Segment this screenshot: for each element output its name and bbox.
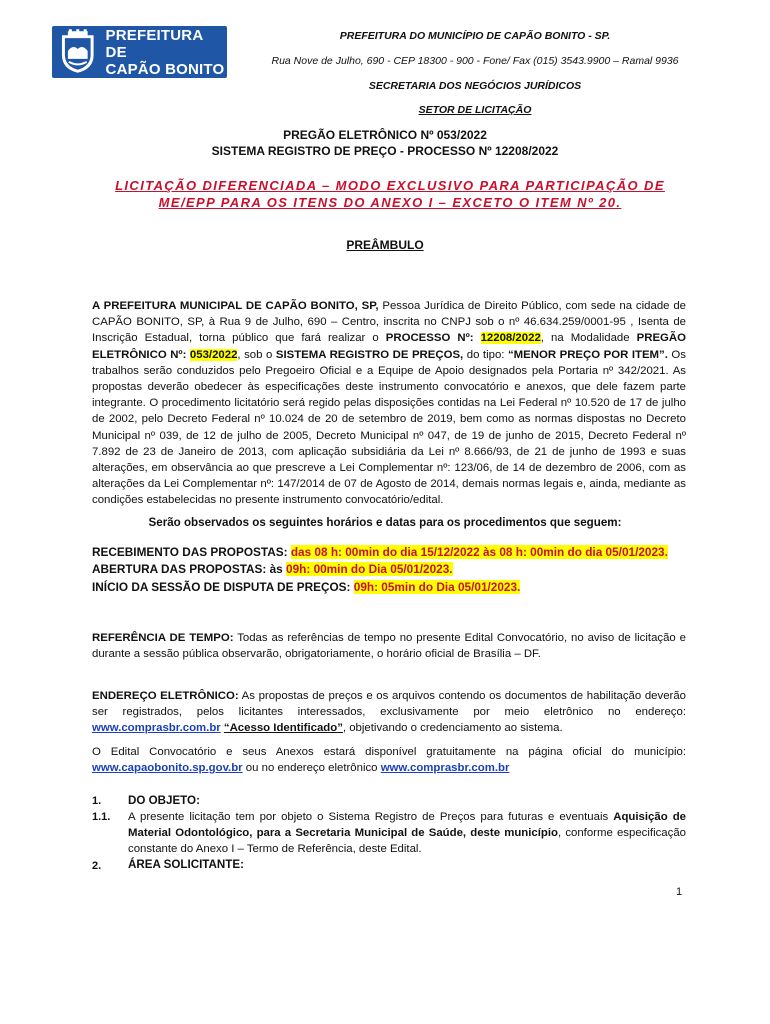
header-secretaria: SECRETARIA DOS NEGÓCIOS JURÍDICOS [368, 80, 582, 92]
recebimento-value: das 08 h: 00min do dia 15/12/2022 às 08 h: 00min do dia 05/01/2023. [290, 545, 668, 559]
acesso-identificado: “Acesso Identificado” [223, 722, 343, 735]
objeto-bold: Aquisição de Material Odontológico, para a Secretaria Municipal de Saúde, deste município [128, 811, 686, 840]
logo-line1: PREFEITURA DE [105, 26, 203, 61]
section-2-title: ÁREA SOLICITANTE: [128, 858, 244, 871]
city-logo [52, 26, 227, 78]
header-municipality: PREFEITURA DO MUNICÍPIO DE CAPÃO BONITO - SP. [339, 30, 611, 42]
abertura-value: 09h: 00min do Dia 05/01/2023. [286, 562, 453, 576]
objeto-text-2: , conforme especificação constante do Anexo I – Termo de Referência, deste Edital. [128, 827, 686, 856]
comprasbr-link[interactable]: www.comprasbr.com.br [92, 722, 221, 735]
inicio-value: 09h: 05min do Dia 05/01/2023. [353, 580, 521, 594]
abertura-label: ABERTURA DAS PROPOSTAS: às [92, 562, 283, 576]
endereco-paragraph [92, 688, 686, 737]
processo-label: PROCESSO Nº: [385, 332, 474, 345]
intro-text-5: Os trabalhos serão conduzidos pelo Pregoeiro Oficial e a Equipe de Apoio designados pela Portaria nº 342/2021. As propostas deverão obedecer às especificações deste instrumento convocatório e anexos, que dele fazem parte integrante. O procedimento licitatório será regido pelas disposições contidas na Lei Federal nº 10.520 de 17 de julho de 2002, pelo Decreto Federal nº 10.024 de 20 de setembro de 2019, bem como as normas dispostas no Decreto Municipal nº 039, de 12 de julho de 2005, Decreto Municipal nº 047, de 19 de junho de 2015, Decreto Federal nº 7.892 de 23 de Janeiro de 2013, com aplicação subsidiária da Lei nº 8.666/93, de 21 de junho de 1993 e suas alterações, em observância ao que prescreve a Lei Complementar nº: 123/06, de 14 de dezembro de 2006, com as alterações da Lei Complementar nº: 147/2014 de 07 de Agosto de 2014, demais normas legais e, ainda, mediante as condições estabelecidas no presente instrumento convocatório/edital. [92, 348, 686, 507]
intro-text-4: do tipo: [463, 348, 508, 361]
coat-of-arms-icon [58, 29, 98, 75]
endereco-text-1: As propostas de preços e os arquivos contendo os documentos de habilitação deverão ser registrados, pelos licitantes interessados, exclusivamente por meio eletrônico no endereço: [92, 690, 687, 719]
inicio-label: INÍCIO DA SESSÃO DE DISPUTA DE PREÇOS: [92, 580, 351, 594]
comprasbr-link-2[interactable]: www.comprasbr.com.br [380, 762, 510, 775]
intro-paragraph [92, 298, 686, 509]
header-address: Rua Nove de Julho, 690 - CEP 18300 - 900 - Fone/ Fax (015) 3543.9900 – Ramal 9936 [271, 55, 679, 67]
referencia-paragraph [92, 630, 686, 662]
intro-text-1: Pessoa Jurídica de Direito Público, com sede na cidade de CAPÃO BONITO, SP, à Rua 9 de Julho, 690 – Centro, inscrita no CNPJ sob o nº 46.634.259/0001-95 , Isenta de Inscrição Estadual, torna público que fará realizar o [92, 300, 686, 345]
tipo-label: “MENOR PREÇO POR ITEM”. [507, 348, 668, 361]
section-1-1-text [128, 809, 686, 858]
recebimento-line [92, 545, 668, 559]
pregao-number: 053/2022 [189, 348, 238, 361]
capaobonito-link[interactable]: www.capaobonito.sp.gov.br [92, 762, 243, 775]
pregao-title: PREGÃO ELETRÔNICO Nº 053/2022 [283, 128, 487, 142]
objeto-text-1: A presente licitação tem por objeto o Sistema Registro de Preços para futuras e eventuais [128, 811, 614, 823]
preambulo-heading: PREÂMBULO [346, 238, 424, 252]
intro-org: A PREFEITURA MUNICIPAL DE CAPÃO BONITO, SP, [92, 300, 379, 312]
section-1-title: DO OBJETO: [128, 794, 200, 807]
edital-paragraph [92, 744, 686, 776]
endereco-text-2: , objetivando o credenciamento ao sistema. [342, 722, 563, 735]
horarios-heading: Serão observados os seguintes horários e datas para os procedimentos que seguem: [148, 516, 622, 529]
section-1-number: 1. [92, 795, 102, 807]
edital-text-2: ou no endereço eletrônico [242, 762, 381, 775]
recebimento-label: RECEBIMENTO DAS PROPOSTAS: [92, 545, 288, 559]
referencia-text: Todas as referências de tempo no presente Edital Convocatório, no aviso de licitação e durante a sessão pública observarão, obrigatoriamente, o horário oficial de Brasília – DF. [92, 632, 686, 661]
logo-line2: CAPÃO BONITO [105, 60, 225, 78]
page-number: 1 [676, 886, 683, 898]
section-1-1-number: 1.1. [92, 811, 111, 823]
section-2-number: 2. [92, 860, 102, 872]
processo-title: SISTEMA REGISTRO DE PREÇO - PROCESSO Nº 12208/2022 [211, 144, 559, 158]
inicio-line [92, 580, 520, 594]
referencia-label: REFERÊNCIA DE TEMPO: [92, 632, 234, 644]
licitacao-notice-line1: LICITAÇÃO DIFERENCIADA – MODO EXCLUSIVO PARA PARTICIPAÇÃO DE [115, 178, 665, 193]
modalidade-label: PREGÃO ELETRÔNICO Nº: [92, 332, 687, 361]
processo-number: 12208/2022 [480, 332, 541, 345]
licitacao-notice-line2: ME/EPP PARA OS ITENS DO ANEXO I – EXCETO O ITEM Nº 20. [158, 195, 622, 210]
intro-text-3: , sob o [237, 348, 276, 361]
edital-text-1: O Edital Convocatório e seus Anexos estará disponível gratuitamente na página oficial do município: [92, 746, 686, 758]
intro-text-2: , na Modalidade [540, 332, 637, 345]
endereco-label: ENDEREÇO ELETRÔNICO: [92, 690, 239, 702]
abertura-line [92, 562, 453, 576]
header-setor: SETOR DE LICITAÇÃO [418, 104, 532, 116]
logo-text [106, 27, 227, 78]
sistema-label: SISTEMA REGISTRO DE PREÇOS, [275, 348, 464, 361]
